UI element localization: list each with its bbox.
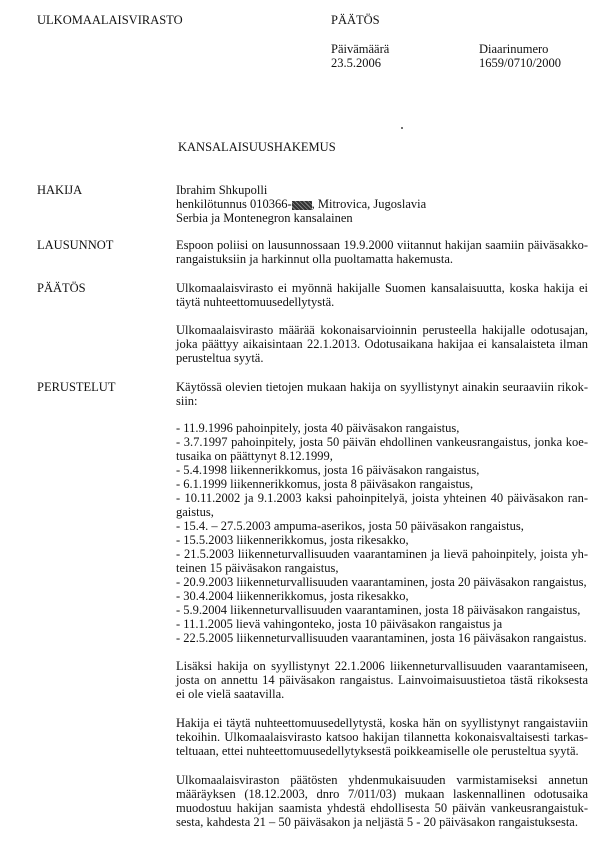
offense-list [176, 421, 588, 645]
statement-line: rangaistuksiin ja harkinnut olla puoltamatta hakemusta. [176, 252, 454, 266]
reasoning-line: tekoihin. Ulkomaalaisvirasto katsoo hakijan tilannetta kokonaisvaltaisesti tarkas- [176, 730, 588, 744]
reasoning-line: Lisäksi hakija on syyllistynyt 22.1.2006 liikenneturvallisuuden vaarantamiseen, [176, 659, 588, 673]
document-title: KANSALAISUUSHAKEMUS [178, 140, 336, 154]
decision-line: perusteltua syytä. [176, 351, 264, 365]
diary-value: 1659/0710/2000 [479, 56, 561, 70]
offense-item: - 15.4. – 27.5.2003 ampuma-aserikos, josta 50 päiväsakon rangaistus, [176, 519, 524, 533]
offense-item: tusaika on päättynyt 8.12.1999, [176, 449, 333, 463]
reasoning-line: Ulkomaalaisviraston päätösten yhdenmukaisuuden varmistamiseksi annetun [176, 773, 588, 787]
offense-item: - 22.5.2005 liikenneturvallisuuden vaarantaminen, josta 16 päiväsakon rangaistus. [176, 631, 587, 645]
decision-line: täytä nuhteettomuusedellytystä. [176, 295, 335, 309]
waiting-period-paragraph [176, 773, 588, 829]
offense-item: - 5.4.1998 liikennerikkomus, josta 16 päiväsakon rangaistus, [176, 463, 480, 477]
document-type: PÄÄTÖS [331, 13, 380, 27]
reasoning-line: muodostuu hakijan saamista yhdestä ehdollisesta 50 päivän vankeusrangaistuk- [176, 801, 588, 815]
applicant-heading: HAKIJA [37, 183, 83, 197]
statements-text [176, 238, 588, 266]
diary-label: Diaarinumero [479, 42, 549, 56]
statement-line: Espoon poliisi on lausunnossaan 19.9.2000 viitannut hakijan saamiin päiväsakko- [176, 238, 588, 252]
decision-line: Ulkomaalaisvirasto määrää kokonaisarvioinnin perusteella hakijalle odotusajan, [176, 323, 588, 337]
offense-item: - 5.9.2004 liikenneturvallisuuden vaarantaminen, josta 18 päiväsakon rangaistus, [176, 603, 581, 617]
offense-item: - 21.5.2003 liikenneturvallisuuden vaarantaminen ja lievä pahoinpitely, joista yh- [176, 547, 588, 561]
redaction-mark [292, 201, 312, 210]
decision-heading: PÄÄTÖS [37, 281, 86, 295]
reasoning-line: Käytössä olevien tietojen mukaan hakija on syyllistynyt ainakin seuraaviin rikok- [176, 380, 588, 394]
applicant-name: Ibrahim Shkupolli [176, 183, 268, 197]
conclusion-paragraph [176, 716, 588, 758]
offense-item: teinen 15 päiväsakon rangaistus, [176, 561, 339, 575]
additional-offense-paragraph [176, 659, 588, 701]
reasoning-intro [176, 380, 588, 408]
offense-item: - 11.1.2005 lievä vahingonteko, josta 10 päiväsakon rangaistus ja [176, 617, 503, 631]
applicant-id-prefix: henkilötunnus 010366- [176, 197, 292, 211]
date-value: 23.5.2006 [331, 56, 381, 70]
applicant-id-line [176, 197, 588, 211]
reasoning-line: teltuaan, ettei nuhteettomuusedellytyksestä poikkeamiselle ole perusteltua syytä. [176, 744, 579, 758]
applicant-birthplace: , Mitrovica, Jugoslavia [311, 197, 427, 211]
offense-item: - 30.4.2004 liikennerikkomus, josta rikesakko, [176, 589, 409, 603]
scan-speck [401, 127, 403, 129]
decision-line: joka päättyy aikaisintaan 22.1.2013. Odotusaikana hakijaa ei kansalaisteta ilman [176, 337, 588, 351]
reasoning-line: Hakija ei täytä nuhteettomuusedellytystä, koska hän on syyllistynyt rangaistaviin [176, 716, 588, 730]
agency-name: ULKOMAALAISVIRASTO [37, 13, 183, 27]
decision-paragraph-2 [176, 323, 588, 365]
date-label: Päivämäärä [331, 42, 390, 56]
applicant-citizenship: Serbia ja Montenegron kansalainen [176, 211, 353, 225]
reasoning-heading: PERUSTELUT [37, 380, 116, 394]
applicant-block [176, 183, 588, 225]
reasoning-line: siin: [176, 394, 198, 408]
reasoning-line: sesta, kahdesta 21 – 50 päiväsakon ja neljästä 5 - 20 päiväsakon rangaistuksesta. [176, 815, 578, 829]
offense-item: - 20.9.2003 liikenneturvallisuuden vaarantaminen, josta 20 päiväsakon rangaistus, [176, 575, 587, 589]
reasoning-line: ei ole vielä saatavilla. [176, 687, 285, 701]
offense-item: - 3.7.1997 pahoinpitely, josta 50 päivän ehdollinen vankeusrangaistus, jonka koe- [176, 435, 588, 449]
offense-item: gaistus, [176, 505, 214, 519]
offense-item: - 10.11.2002 ja 9.1.2003 kaksi pahoinpitelyä, joista yhteinen 40 päiväsakon ran- [176, 491, 588, 505]
reasoning-line: määräyksen (18.12.2003, dnro 7/011/03) mukaan laskennallinen odotusaika [176, 787, 588, 801]
reasoning-line: josta on annettu 14 päiväsakon rangaistus. Lainvoimaisuustietoa tästä rikoksesta [176, 673, 588, 687]
offense-item: - 15.5.2003 liikennerikkomus, josta rikesakko, [176, 533, 409, 547]
offense-item: - 11.9.1996 pahoinpitely, josta 40 päiväsakon rangaistus, [176, 421, 460, 435]
offense-item: - 6.1.1999 liikennerikkomus, josta 8 päiväsakon rangaistus, [176, 477, 474, 491]
decision-line: Ulkomaalaisvirasto ei myönnä hakijalle Suomen kansalaisuutta, koska hakija ei [176, 281, 588, 295]
decision-paragraph-1 [176, 281, 588, 309]
statements-heading: LAUSUNNOT [37, 238, 114, 252]
